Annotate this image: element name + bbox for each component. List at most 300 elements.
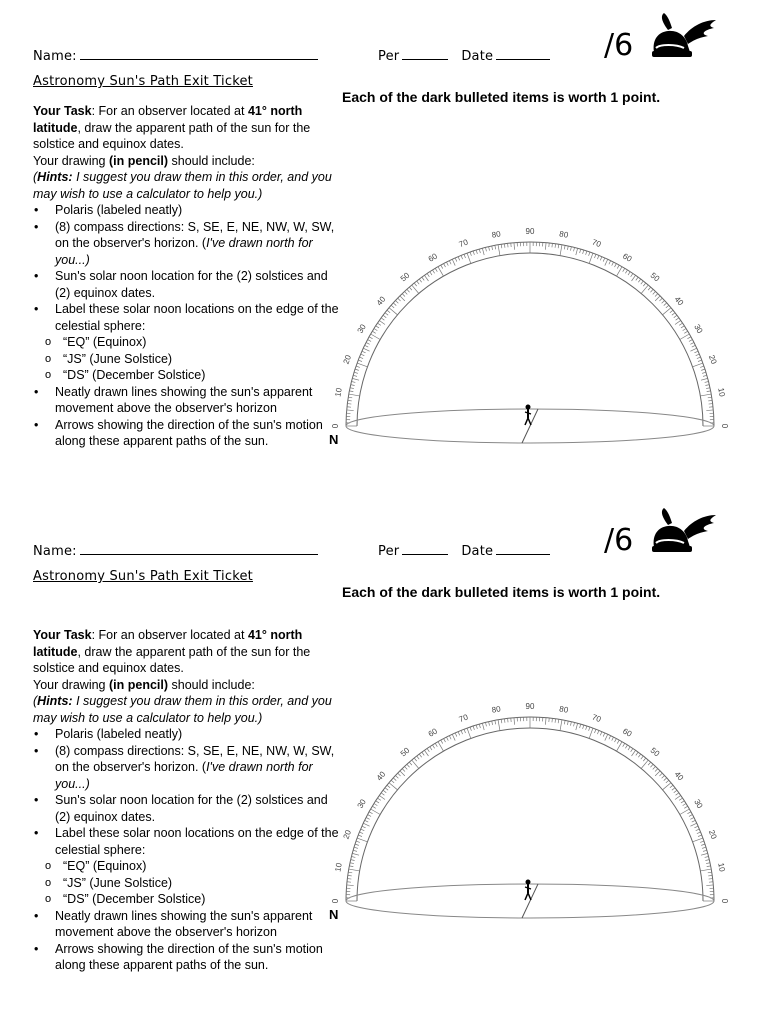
- degree-tick: [435, 268, 437, 271]
- degree-tick: [708, 872, 712, 873]
- degree-tick: [603, 733, 605, 737]
- degree-tick: [366, 342, 370, 344]
- task-text: : For an observer located at: [91, 104, 248, 118]
- degree-tick: [650, 764, 653, 767]
- celestial-sphere-arc: [346, 717, 714, 901]
- degree-tick: [374, 803, 377, 805]
- degree-tick: [595, 729, 596, 733]
- degree-tick: [558, 719, 559, 723]
- degree-tick: [597, 255, 598, 259]
- degree-tick: [473, 251, 474, 255]
- degree-tick: [690, 348, 696, 351]
- sub-list-item: o “DS” (December Solstice): [45, 891, 345, 908]
- date-blank[interactable]: [496, 48, 550, 60]
- degree-tick: [623, 743, 625, 746]
- degree-tick: [489, 247, 490, 251]
- list-item: • Sun's solar noon location for the (2) solstices and (2) equinox dates.: [33, 792, 345, 825]
- degree-tick: [432, 270, 434, 273]
- degree-tick: [354, 847, 358, 848]
- degree-tick: [441, 265, 443, 268]
- date-label: Date: [461, 49, 494, 64]
- degree-tick: [376, 801, 379, 803]
- degree-tick: [670, 310, 673, 313]
- degree-tick: [595, 254, 596, 258]
- angle-label: 30: [355, 322, 368, 335]
- degree-tick: [666, 305, 669, 308]
- degree-tick: [476, 725, 477, 729]
- angle-label: 50: [398, 745, 412, 759]
- sub-list-item: o “JS” (June Solstice): [45, 351, 345, 368]
- degree-tick: [662, 776, 665, 779]
- degree-tick: [351, 385, 355, 386]
- drawing-text: Your drawing: [33, 153, 109, 168]
- degree-tick: [441, 740, 443, 743]
- angle-label: 0: [719, 423, 729, 429]
- worth-note: Each of the dark bulleted items is worth 1 point.: [342, 89, 661, 105]
- degree-tick: [631, 273, 633, 276]
- score-total: /6: [604, 28, 634, 63]
- degree-tick: [347, 410, 354, 411]
- name-blank[interactable]: [80, 543, 318, 555]
- angle-label: 20: [706, 828, 719, 841]
- degree-tick: [458, 732, 460, 736]
- degree-tick: [655, 296, 660, 301]
- degree-tick: [672, 788, 675, 790]
- degree-tick: [655, 769, 658, 772]
- degree-tick: [455, 258, 457, 262]
- degree-tick: [361, 354, 365, 356]
- degree-tick: [467, 728, 471, 738]
- requirement-list: [33, 726, 345, 974]
- degree-tick: [379, 795, 385, 799]
- pencil-note: (in pencil): [108, 153, 169, 168]
- angle-label: 30: [692, 797, 705, 810]
- degree-tick: [545, 718, 546, 725]
- degree-tick: [449, 261, 451, 265]
- degree-tick: [706, 885, 713, 886]
- degree-tick: [679, 323, 682, 325]
- degree-tick: [560, 245, 562, 256]
- degree-tick: [708, 397, 712, 398]
- degree-tick: [638, 279, 640, 282]
- degree-tick: [693, 363, 703, 367]
- degree-tick: [700, 394, 711, 396]
- list-item: • Arrows showing the direction of the sun's motion along these apparent paths of the sun.: [33, 417, 345, 450]
- degree-tick: [653, 766, 656, 769]
- degree-tick: [698, 835, 702, 836]
- degree-tick: [470, 252, 471, 256]
- degree-tick: [600, 732, 602, 736]
- angle-label: 10: [716, 387, 727, 398]
- degree-tick: [567, 246, 568, 250]
- degree-tick: [697, 357, 701, 358]
- per-label: Per: [378, 49, 400, 64]
- degree-tick: [412, 285, 419, 293]
- degree-tick: [514, 243, 515, 250]
- degree-tick: [560, 720, 562, 731]
- degree-tick: [605, 259, 608, 265]
- degree-tick: [424, 750, 428, 756]
- degree-tick: [689, 815, 693, 817]
- winged-helmet-icon: [648, 507, 718, 555]
- degree-tick: [361, 829, 365, 831]
- list-item: • Label these solar noon locations on the edge of the celestial sphere:: [33, 825, 345, 858]
- hints-paren: (: [33, 170, 38, 184]
- degree-tick: [455, 733, 457, 737]
- degree-tick: [385, 788, 388, 790]
- ticket-title: Astronomy Sun's Path Exit Ticket: [33, 74, 253, 89]
- task-instructions: [33, 103, 345, 450]
- list-item: • Arrows showing the direction of the sun's motion along these apparent paths of the sun.: [33, 941, 345, 974]
- degree-tick: [372, 331, 375, 333]
- degree-tick: [670, 785, 673, 788]
- angle-label: 80: [558, 229, 569, 240]
- drawing-text: should include:: [168, 153, 255, 168]
- degree-tick: [407, 764, 410, 767]
- degree-tick: [700, 841, 704, 842]
- degree-tick: [492, 246, 493, 250]
- degree-tick: [365, 820, 369, 822]
- degree-tick: [681, 326, 684, 328]
- degree-tick: [356, 366, 360, 367]
- angle-label: 40: [672, 769, 686, 783]
- degree-tick: [700, 366, 704, 367]
- degree-tick: [362, 826, 366, 828]
- degree-tick: [703, 375, 707, 376]
- degree-tick: [576, 723, 578, 730]
- degree-tick: [655, 771, 660, 776]
- angle-label: 0: [719, 898, 729, 904]
- degree-tick: [687, 812, 690, 814]
- degree-tick: [706, 410, 713, 411]
- degree-tick: [690, 342, 694, 344]
- degree-tick: [675, 795, 681, 799]
- degree-tick: [617, 265, 619, 268]
- angle-label: 20: [341, 353, 354, 366]
- degree-tick: [427, 273, 429, 276]
- degree-tick: [351, 856, 355, 857]
- hints-text: I suggest you draw them in this order, and you may wish to use a calculator to help you.): [33, 694, 332, 725]
- per-blank[interactable]: [402, 543, 448, 555]
- list-item: [33, 219, 345, 269]
- degree-tick: [659, 773, 662, 776]
- angle-label: 70: [590, 712, 603, 725]
- degree-tick: [395, 776, 398, 779]
- degree-tick: [555, 719, 556, 723]
- degree-tick: [350, 863, 354, 864]
- degree-tick: [600, 257, 602, 261]
- degree-tick: [419, 754, 421, 757]
- angle-label: 90: [525, 702, 535, 712]
- degree-tick: [631, 748, 633, 751]
- degree-tick: [683, 803, 686, 805]
- degree-tick: [485, 722, 486, 726]
- degree-tick: [358, 360, 362, 361]
- degree-tick: [636, 752, 638, 755]
- degree-tick: [564, 720, 565, 724]
- list-item: [33, 743, 345, 793]
- degree-tick: [586, 726, 587, 730]
- degree-tick: [363, 823, 369, 826]
- degree-tick: [501, 244, 502, 248]
- drawing-text: Your drawing: [33, 677, 109, 692]
- degree-tick: [444, 264, 446, 268]
- compass-note: I've drawn north for you...): [55, 760, 313, 791]
- degree-tick: [489, 722, 490, 726]
- hints-text: I suggest you draw them in this order, and you may wish to use a calculator to help you.): [33, 170, 332, 201]
- degree-tick: [574, 247, 575, 251]
- degree-tick: [567, 721, 568, 725]
- degree-tick: [664, 303, 667, 306]
- degree-tick: [409, 762, 412, 765]
- task-text: , draw the apparent path of the sun for the solstice and equinox dates.: [33, 644, 311, 675]
- degree-tick: [674, 315, 677, 317]
- degree-tick: [349, 394, 360, 396]
- degree-tick: [368, 340, 372, 342]
- per-label: Per: [378, 544, 400, 559]
- degree-tick: [485, 247, 486, 251]
- winged-helmet-icon: [648, 12, 718, 60]
- angle-label: 60: [426, 251, 439, 264]
- degree-tick: [348, 872, 352, 873]
- degree-tick: [692, 820, 696, 822]
- sub-list-item: o “JS” (June Solstice): [45, 875, 345, 892]
- angle-label: 90: [525, 227, 535, 237]
- degree-tick: [675, 320, 681, 324]
- angle-label: 0: [331, 898, 341, 904]
- list-item: • Neatly drawn lines showing the sun's apparent movement above the observer's horizon: [33, 908, 345, 941]
- degree-tick: [449, 736, 451, 740]
- name-label: Name:: [33, 544, 77, 559]
- degree-tick: [705, 385, 709, 386]
- degree-tick: [694, 351, 698, 353]
- degree-tick: [700, 869, 711, 871]
- degree-tick: [628, 747, 630, 750]
- angle-label: 10: [333, 387, 344, 398]
- observer-figure: [525, 880, 531, 901]
- degree-tick: [369, 337, 372, 339]
- angle-label: 80: [491, 704, 502, 715]
- degree-tick: [501, 719, 502, 723]
- degree-tick: [583, 725, 584, 729]
- task-text: : For an observer located at: [91, 628, 248, 642]
- date-label: Date: [461, 544, 494, 559]
- degree-tick: [580, 249, 581, 253]
- angle-label: 80: [558, 704, 569, 715]
- degree-tick: [676, 793, 679, 795]
- degree-tick: [701, 844, 705, 845]
- degree-tick: [703, 850, 707, 851]
- degree-tick: [617, 740, 619, 743]
- latitude: 41° north latitude: [33, 104, 303, 135]
- degree-tick: [409, 287, 412, 290]
- degree-tick: [357, 363, 367, 367]
- compass-note: I've drawn north for you...): [55, 236, 313, 267]
- north-label: N: [329, 432, 339, 447]
- list-item: • Polaris (labeled neatly): [33, 202, 345, 219]
- degree-tick: [612, 262, 614, 266]
- degree-tick: [417, 281, 419, 284]
- sub-list-item: o “DS” (December Solstice): [45, 367, 345, 384]
- degree-tick: [641, 756, 643, 759]
- degree-tick: [641, 285, 648, 293]
- degree-tick: [580, 724, 581, 728]
- celestial-sphere-diagram[interactable]: [314, 675, 754, 935]
- degree-tick: [414, 283, 417, 286]
- degree-tick: [482, 723, 484, 730]
- drawing-text: should include:: [168, 677, 255, 692]
- degree-tick: [555, 244, 556, 248]
- degree-tick: [379, 320, 385, 324]
- degree-tick: [492, 721, 493, 725]
- name-field[interactable]: [33, 543, 318, 559]
- degree-tick: [641, 760, 648, 768]
- degree-tick: [615, 739, 617, 743]
- angle-label: 60: [621, 726, 634, 739]
- degree-tick: [369, 812, 372, 814]
- compass-text: (8) compass directions: S, SE, E, NE, NW, W, SW, on the observer's horizon. (: [55, 743, 335, 774]
- degree-tick: [446, 262, 448, 266]
- degree-tick: [589, 727, 590, 731]
- drawing-paragraph: [33, 153, 345, 170]
- degree-tick: [663, 308, 671, 315]
- degree-tick: [676, 318, 679, 320]
- degree-tick: [643, 283, 646, 286]
- degree-tick: [615, 264, 617, 268]
- degree-tick: [349, 869, 360, 871]
- degree-tick: [430, 272, 432, 275]
- degree-tick: [444, 739, 446, 743]
- date-blank[interactable]: [496, 543, 550, 555]
- angle-label: 30: [355, 797, 368, 810]
- degree-tick: [391, 305, 394, 308]
- degree-tick: [407, 289, 410, 292]
- degree-tick: [387, 310, 390, 313]
- name-blank[interactable]: [80, 48, 318, 60]
- degree-tick: [352, 853, 359, 855]
- degree-tick: [609, 261, 611, 265]
- hints-label: Hints:: [37, 694, 73, 708]
- list-item: • Polaris (labeled neatly): [33, 726, 345, 743]
- degree-tick: [570, 722, 571, 726]
- degree-tick: [628, 272, 630, 275]
- degree-tick: [692, 345, 696, 347]
- degree-tick: [625, 745, 627, 748]
- task-lead: Your Task: [33, 104, 92, 118]
- degree-tick: [707, 391, 711, 392]
- degree-tick: [574, 722, 575, 726]
- degree-tick: [632, 275, 636, 281]
- angle-label: 70: [457, 237, 470, 250]
- angle-label: 20: [341, 828, 354, 841]
- angle-label: 50: [648, 270, 662, 284]
- degree-tick: [358, 835, 362, 836]
- degree-tick: [424, 275, 428, 281]
- degree-tick: [708, 400, 712, 401]
- celestial-sphere-arc: [346, 242, 714, 426]
- degree-tick: [479, 249, 480, 253]
- degree-tick: [446, 737, 448, 741]
- degree-tick: [583, 250, 584, 254]
- per-blank[interactable]: [402, 48, 448, 60]
- degree-tick: [435, 743, 437, 746]
- degree-tick: [648, 287, 651, 290]
- per-date-row: [378, 543, 550, 559]
- degree-tick: [698, 360, 702, 361]
- degree-tick: [589, 253, 593, 263]
- degree-tick: [354, 372, 358, 373]
- observer-figure: [525, 405, 531, 426]
- angle-label: 40: [374, 294, 388, 308]
- requirement-list: [33, 202, 345, 450]
- degree-tick: [412, 760, 419, 768]
- degree-tick: [381, 793, 384, 795]
- degree-tick: [383, 315, 386, 317]
- name-field[interactable]: [33, 48, 318, 64]
- degree-tick: [461, 730, 462, 734]
- degree-tick: [377, 323, 380, 325]
- angle-label: 60: [426, 726, 439, 739]
- hints-paren: (: [33, 694, 38, 708]
- degree-tick: [655, 294, 658, 297]
- degree-tick: [430, 747, 432, 750]
- degree-tick: [683, 328, 686, 330]
- task-lead: Your Task: [33, 628, 92, 642]
- angle-label: 0: [331, 423, 341, 429]
- degree-tick: [400, 296, 405, 301]
- degree-tick: [495, 245, 496, 249]
- degree-tick: [504, 719, 505, 723]
- degree-tick: [353, 850, 357, 851]
- degree-tick: [702, 847, 706, 848]
- celestial-sphere-diagram[interactable]: [314, 200, 754, 460]
- degree-tick: [696, 354, 700, 356]
- degree-tick: [498, 245, 500, 256]
- degree-tick: [452, 734, 455, 740]
- degree-tick: [467, 253, 471, 263]
- degree-tick: [689, 340, 693, 342]
- degree-tick: [706, 388, 710, 389]
- degree-tick: [348, 400, 352, 401]
- degree-tick: [690, 817, 694, 819]
- hints-label: Hints:: [37, 170, 73, 184]
- degree-tick: [705, 381, 709, 382]
- degree-tick: [674, 790, 677, 792]
- per-date-row: [378, 48, 550, 64]
- degree-tick: [663, 783, 671, 790]
- name-label: Name:: [33, 49, 77, 64]
- degree-tick: [359, 357, 363, 358]
- degree-tick: [643, 758, 646, 761]
- degree-tick: [482, 248, 484, 255]
- degree-tick: [458, 257, 460, 261]
- north-label: N: [329, 907, 339, 922]
- degree-tick: [684, 331, 687, 333]
- degree-tick: [679, 798, 682, 800]
- list-item: • Label these solar noon locations on the edge of the celestial sphere:: [33, 301, 345, 334]
- degree-tick: [374, 328, 377, 330]
- degree-tick: [348, 875, 352, 876]
- degree-tick: [653, 291, 656, 294]
- list-item: • Sun's solar noon location for the (2) solstices and (2) equinox dates.: [33, 268, 345, 301]
- angle-label: 30: [692, 322, 705, 335]
- degree-tick: [684, 806, 687, 808]
- degree-tick: [705, 856, 709, 857]
- degree-tick: [701, 369, 705, 370]
- degree-tick: [391, 780, 394, 783]
- degree-tick: [351, 860, 355, 861]
- degree-tick: [681, 801, 684, 803]
